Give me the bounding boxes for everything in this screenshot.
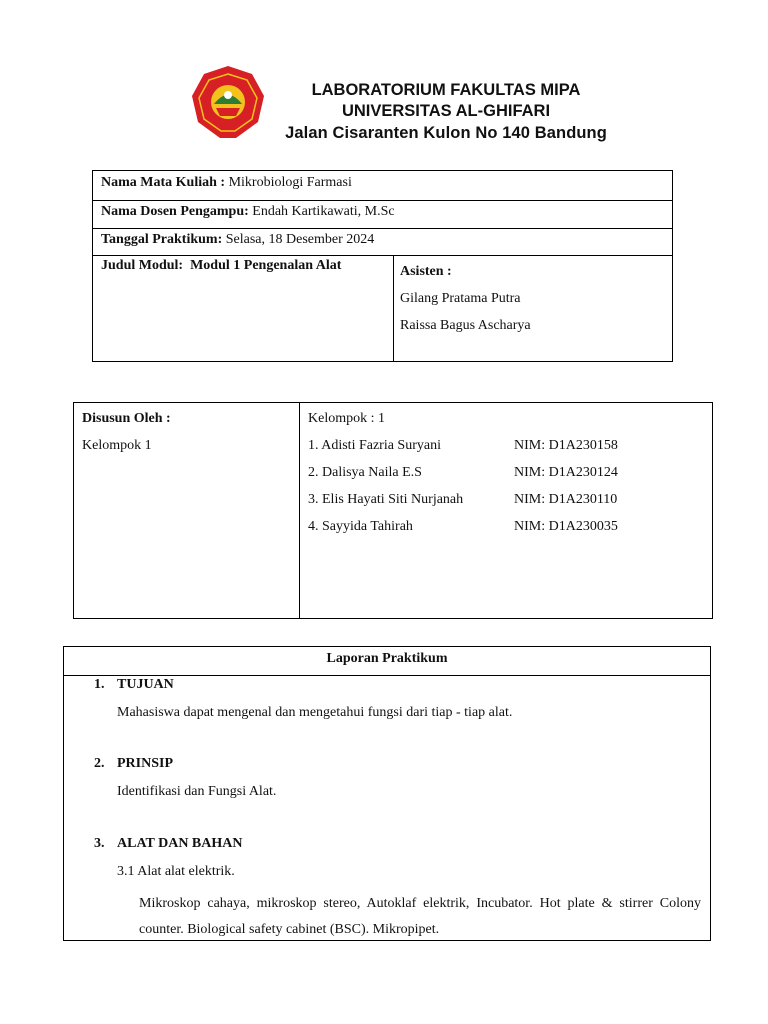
member-row [308,459,708,486]
member-nim: NIM: D1A230158 [514,438,618,453]
tanggal-row [93,228,672,256]
group-divider [299,403,300,618]
member-name: 2. Dalisya Naila E.S [308,465,422,480]
member-nim: NIM: D1A230035 [514,519,618,534]
lab-title: LABORATORIUM FAKULTAS MIPA [311,81,581,99]
disusun-label: Disusun Oleh : [82,411,171,426]
dosen-row [93,200,672,229]
prinsip-text: Identifikasi dan Fungsi Alat. [117,784,277,799]
dosen-value: Endah Kartikawati, M.Sc [252,204,395,219]
asisten-name: Gilang Pratama Putra [400,291,521,306]
asisten-cell [400,258,531,339]
member-row [308,432,708,459]
tanggal-label: Tanggal Praktikum: [101,232,223,247]
dosen-label: Nama Dosen Pengampu: [101,204,249,219]
group-table [73,402,713,619]
kelompok-label: Kelompok : 1 [308,411,385,426]
alat-line: counter. Biological safety cabinet (BSC). Mikropipet. [139,922,440,937]
member-nim: NIM: D1A230124 [514,465,618,480]
university-address: Jalan Cisaranten Kulon No 140 Bandung [285,124,607,142]
header-block [270,80,622,144]
alat-list [139,891,701,943]
member-name: 3. Elis Hayati Siti Nurjanah [308,492,464,507]
section-title-alat-bahan: ALAT DAN BAHAN [117,836,243,851]
asisten-name: Raissa Bagus Ascharya [400,318,531,333]
university-logo-icon [190,64,266,140]
alat-line: Mikroskop cahaya, mikroskop stereo, Autoklaf elektrik, Incubator. Hot plate & stirrer Colony [139,896,701,911]
judul-value: Modul 1 Pengenalan Alat [190,258,342,273]
mata-kuliah-label: Nama Mata Kuliah : [101,175,226,190]
disusun-cell [82,405,171,459]
section-number: 1. [94,677,105,692]
member-name: 4. Sayyida Tahirah [308,519,413,534]
section-number: 2. [94,756,105,771]
tanggal-value: Selasa, 18 Desember 2024 [225,232,375,247]
disusun-value: Kelompok 1 [82,438,152,453]
mata-kuliah-row [93,171,672,201]
member-nim: NIM: D1A230110 [514,492,618,507]
alat-subsection: 3.1 Alat alat elektrik. [117,864,235,879]
mata-kuliah-value: Mikrobiologi Farmasi [228,175,352,190]
asisten-label: Asisten : [400,264,452,279]
member-row [308,513,708,540]
section-title-prinsip: PRINSIP [117,756,174,771]
member-row [308,486,708,513]
judul-cell [101,258,341,274]
report-title: Laporan Praktikum [64,647,710,676]
info-divider [393,255,394,361]
judul-label: Judul Modul: [101,258,184,273]
section-number: 3. [94,836,105,851]
course-info-table [92,170,673,362]
tujuan-text: Mahasiswa dapat mengenal dan mengetahui fungsi dari tiap - tiap alat. [117,705,513,720]
member-name: 1. Adisti Fazria Suryani [308,438,441,453]
university-name: UNIVERSITAS AL-GHIFARI [341,102,551,120]
members-cell [308,405,708,540]
report-table [63,646,711,941]
section-title-tujuan: TUJUAN [117,677,174,692]
